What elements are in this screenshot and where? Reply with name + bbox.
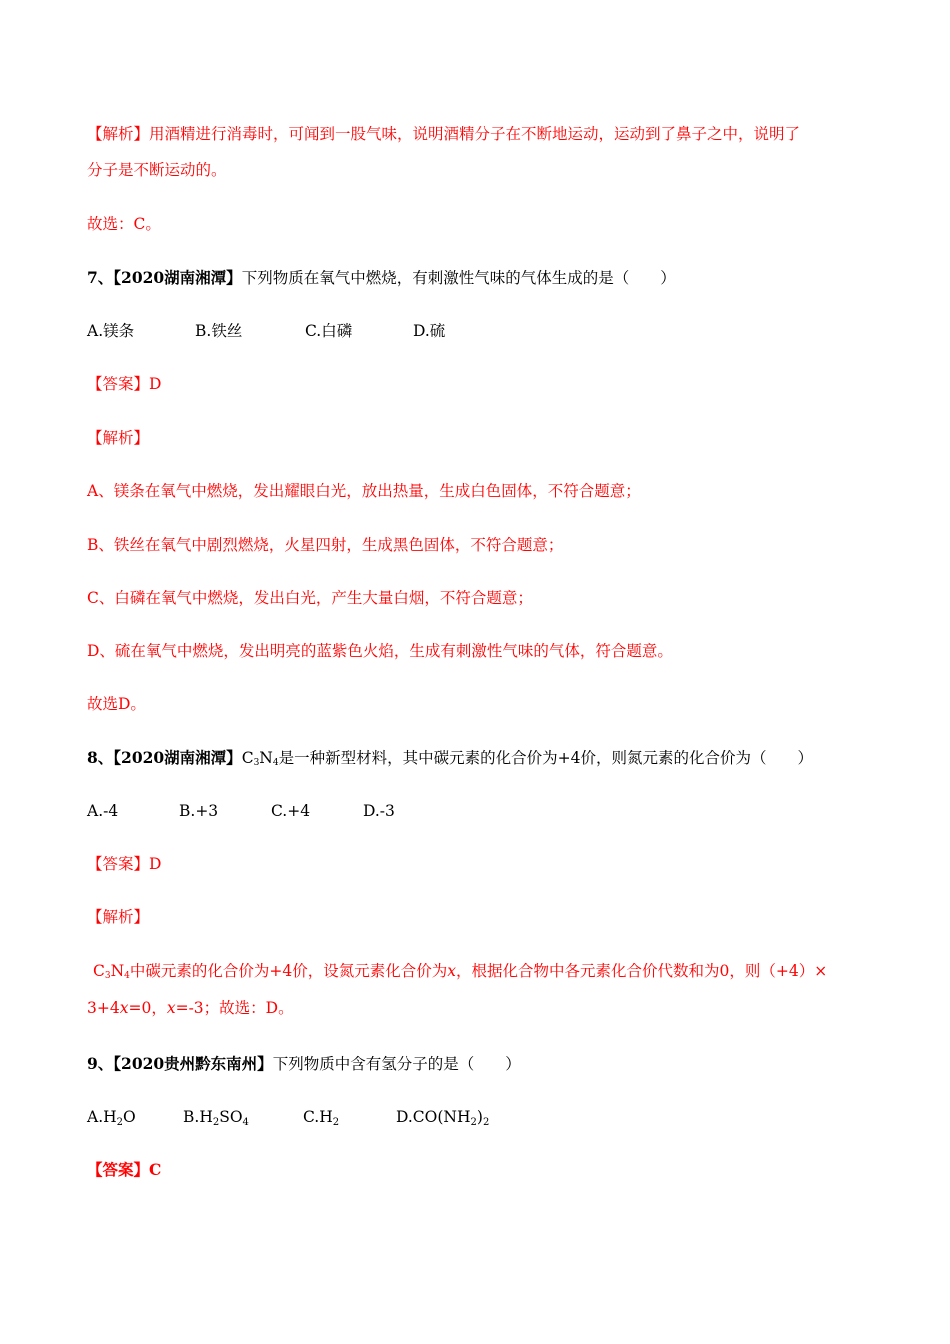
option-c: C.+4	[271, 802, 311, 820]
analysis-text: =-3；故选：D。	[175, 999, 294, 1017]
question-7-options	[87, 321, 872, 341]
question-7-choice	[87, 694, 872, 714]
option-a: A.镁条	[87, 322, 135, 340]
question-number: 7、	[87, 268, 114, 287]
formula-subscript: 4	[124, 971, 130, 981]
question-source: 【2020湖南湘潭】	[113, 748, 242, 767]
option-b: B.铁丝	[195, 322, 243, 340]
option-text: A.H	[87, 1108, 117, 1126]
analysis-item-c	[87, 588, 872, 608]
answer-label: 【答案】	[87, 855, 150, 873]
option-a	[87, 1107, 183, 1127]
question-8-analysis-label	[87, 907, 872, 927]
question-stem: 下列物质在氧气中燃烧，有刺激性气味的气体生成的是（ ）	[241, 269, 676, 287]
question-source: 【2020贵州黔东南州】	[113, 1054, 273, 1073]
option-d	[396, 1107, 489, 1127]
analysis-label: 【解析】	[87, 429, 150, 447]
analysis-q6-choice	[87, 214, 872, 234]
answer-value: D	[149, 855, 162, 873]
formula-subscript: 2	[116, 1117, 124, 1128]
analysis-item-b	[87, 535, 872, 555]
variable-x: x	[166, 999, 176, 1017]
analysis-text: =0，	[128, 999, 167, 1017]
formula-subscript: 4	[242, 1117, 249, 1128]
question-9	[87, 1054, 872, 1074]
option-text: C.H	[303, 1108, 333, 1126]
option-text: D.CO(NH	[396, 1108, 471, 1126]
analysis-label: 【解析】	[87, 908, 150, 926]
formula-subscript: 3	[104, 971, 111, 981]
answer-label: 【答案】	[87, 1160, 150, 1179]
option-text: B.H	[183, 1108, 213, 1126]
question-stem: 是一种新型材料，其中碳元素的化合价为+4价，则氮元素的化合价为（ ）	[278, 749, 813, 767]
question-7	[87, 268, 872, 288]
analysis-text: 用酒精进行消毒时，可闻到一股气味，说明酒精分子在不断地运动，运动到了鼻子之中，说明了	[149, 125, 801, 143]
formula-subscript: 2	[332, 1117, 340, 1128]
answer-value: C	[149, 1160, 162, 1179]
question-number: 9、	[87, 1054, 114, 1073]
formula-subscript: 2	[482, 1117, 490, 1128]
question-8-analysis-line1	[93, 961, 878, 981]
analysis-text: 分子是不断运动的。	[87, 161, 227, 179]
question-8-analysis-line2	[87, 998, 872, 1018]
formula-c3n4	[242, 749, 279, 767]
analysis-label: 【解析】	[87, 125, 150, 143]
analysis-text: D、硫在氧气中燃烧，发出明亮的蓝紫色火焰，生成有刺激性气味的气体，符合题意。	[87, 642, 673, 660]
question-9-answer	[87, 1160, 872, 1180]
question-8-options	[87, 801, 872, 821]
formula-element: C	[93, 962, 105, 980]
question-7-analysis-label	[87, 428, 872, 448]
choice-text: 故选：C。	[87, 215, 161, 233]
analysis-q6-line2	[87, 160, 872, 180]
option-b	[183, 1107, 303, 1127]
option-d: D.硫	[413, 322, 446, 340]
question-number: 8、	[87, 748, 114, 767]
answer-label: 【答案】	[87, 375, 150, 393]
formula-element: C	[241, 749, 254, 767]
answer-value: D	[149, 375, 162, 393]
analysis-text: B、铁丝在氧气中剧烈燃烧，火星四射，生成黑色固体，不符合题意；	[87, 536, 564, 554]
option-text: O	[123, 1108, 136, 1126]
analysis-text: 中碳元素的化合价为+4价，设氮元素化合价为	[129, 962, 448, 980]
analysis-q6-line1	[87, 124, 872, 144]
formula-element: N	[110, 962, 125, 980]
formula-subscript: 2	[470, 1117, 477, 1128]
option-d: D.-3	[363, 802, 395, 820]
question-stem: 下列物质中含有氢分子的是（ ）	[272, 1055, 521, 1073]
option-c: C.白磷	[305, 322, 353, 340]
question-7-answer	[87, 374, 872, 394]
analysis-text: A、镁条在氧气中燃烧，发出耀眼白光，放出热量，生成白色固体，不符合题意；	[87, 482, 641, 500]
analysis-text: 3+4	[87, 999, 120, 1017]
variable-x: x	[119, 999, 129, 1017]
formula-subscript: 4	[272, 758, 279, 768]
variable-x: x	[447, 962, 457, 980]
option-c	[303, 1107, 396, 1127]
option-text: SO	[219, 1108, 243, 1126]
question-source: 【2020湖南湘潭】	[113, 268, 242, 287]
question-9-options	[87, 1107, 872, 1127]
formula-subscript: 2	[212, 1117, 220, 1128]
option-text: )	[476, 1108, 483, 1126]
analysis-item-a	[87, 481, 872, 501]
analysis-text: C、白磷在氧气中燃烧，发出白光，产生大量白烟，不符合题意；	[87, 589, 533, 607]
choice-text: 故选D。	[87, 695, 146, 713]
formula-c3n4	[93, 962, 130, 980]
question-8	[87, 748, 872, 768]
formula-element: N	[259, 749, 273, 767]
question-8-answer	[87, 854, 872, 874]
analysis-text: ，根据化合物中各元素化合价代数和为0，则（+4）×	[456, 962, 828, 980]
option-a: A.-4	[87, 802, 119, 820]
option-b: B.+3	[179, 802, 219, 820]
analysis-item-d	[87, 641, 872, 661]
formula-subscript: 3	[253, 758, 260, 768]
